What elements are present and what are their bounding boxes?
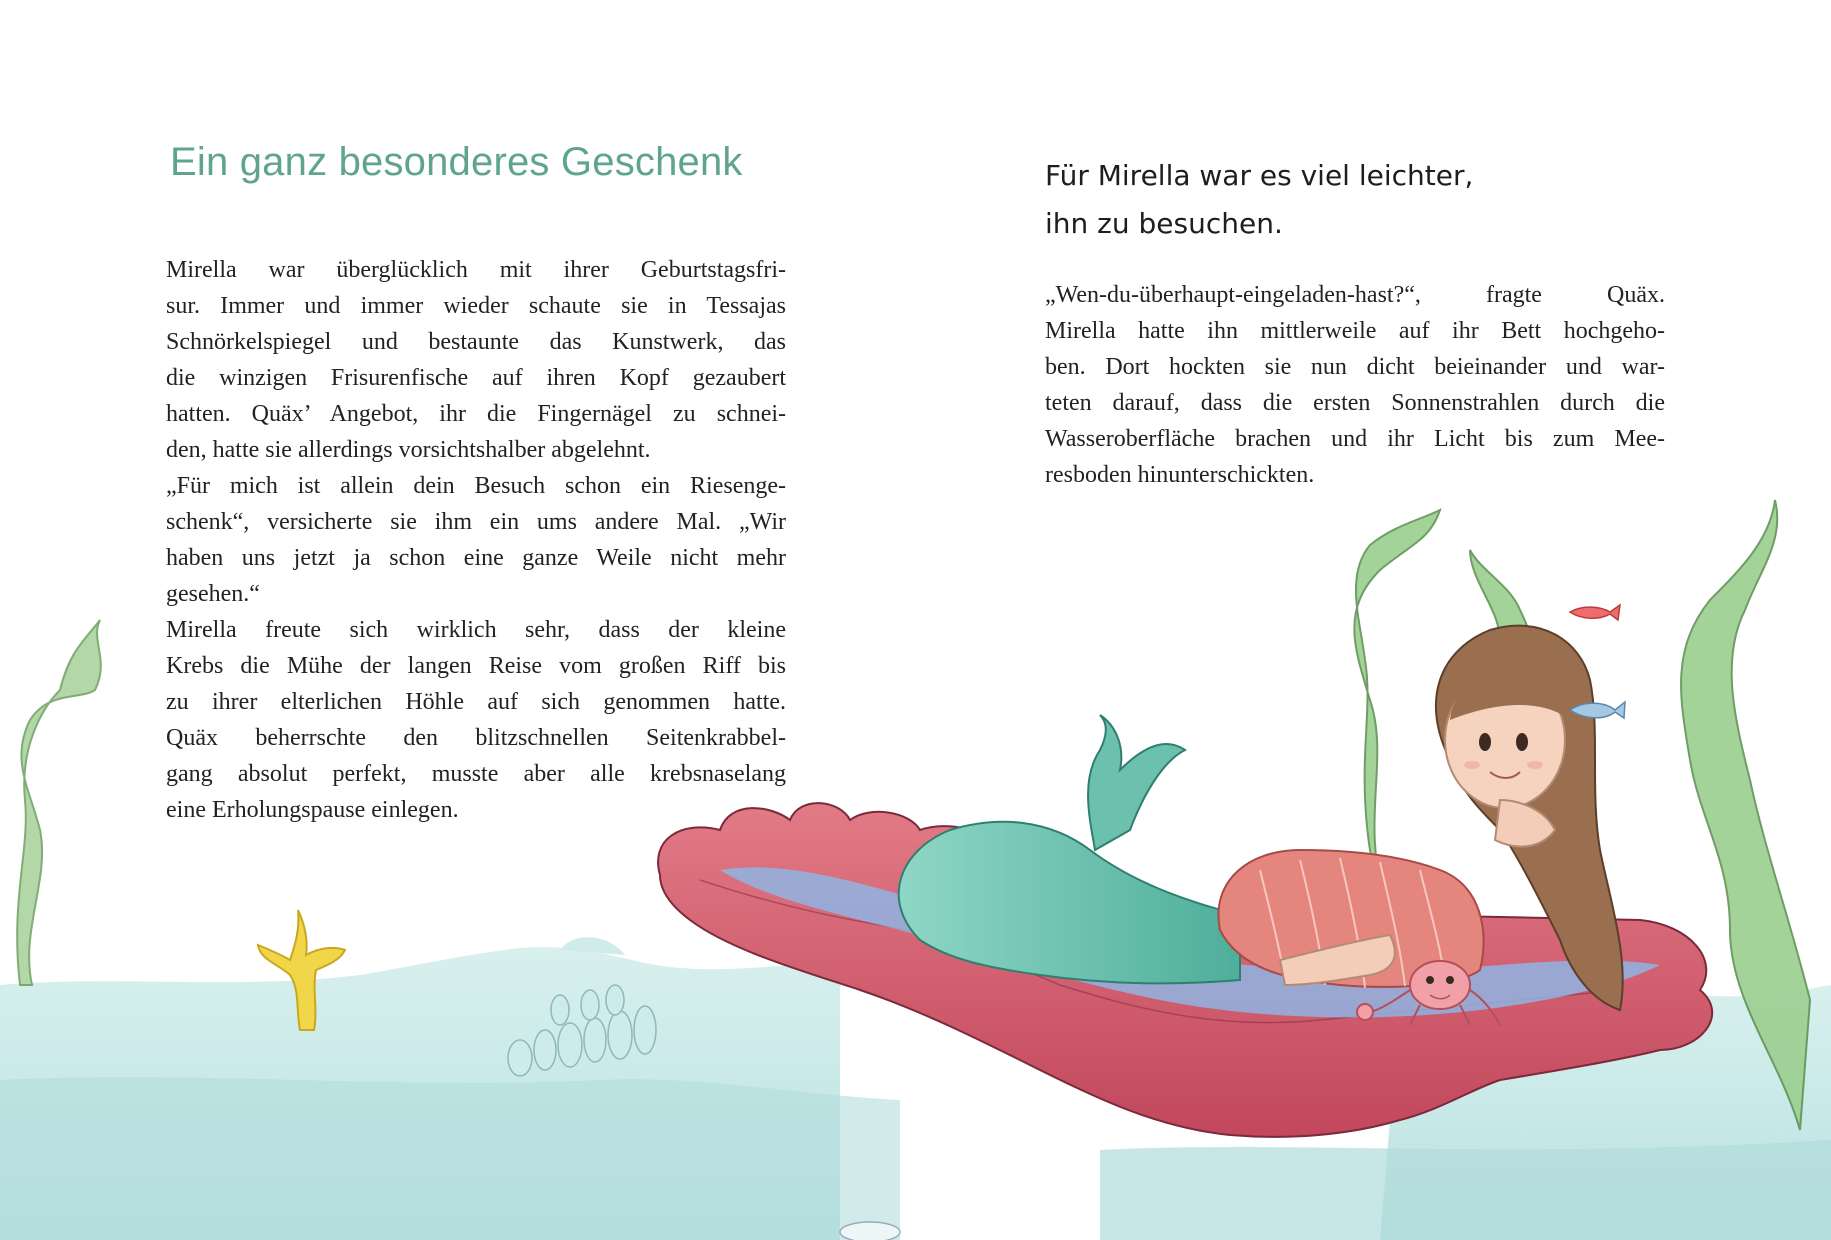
- text-line: „Für mich ist allein dein Besuch schon ein Riesenge-: [166, 473, 786, 499]
- seaweed-left: [17, 620, 101, 985]
- large-text-line: Für Mirella war es viel leichter,: [1045, 159, 1474, 192]
- text-line: resboden hinunterschickten.: [1045, 462, 1315, 488]
- large-intro-text: [1045, 152, 1473, 248]
- text-line: den, hatte sie allerdings vorsichtshalber abgelehnt.: [166, 437, 651, 463]
- pink-fish-icon: [1570, 605, 1620, 620]
- text-line: schenk“, versicherte sie ihm ein ums andere Mal. „Wir: [166, 509, 786, 535]
- mermaid-tail: [899, 715, 1240, 983]
- text-line: eine Erholungspause einlegen.: [166, 797, 459, 823]
- text-line: gesehen.“: [166, 581, 260, 607]
- right-body-text: [1045, 277, 1665, 493]
- text-line: hatten. Quäx’ Angebot, ihr die Fingernägel zu schnei-: [166, 401, 786, 427]
- text-line: ben. Dort hockten sie nun dicht beieinander und war-: [1045, 354, 1665, 380]
- text-line: die winzigen Frisurenfische auf ihren Kopf gezaubert: [166, 365, 786, 391]
- text-line: zu ihrer elterlichen Höhle auf sich genommen hatte.: [166, 689, 786, 715]
- left-body-text: [166, 252, 786, 828]
- text-line: teten darauf, dass die ersten Sonnenstrahlen durch die: [1045, 390, 1665, 416]
- text-line: sur. Immer und immer wieder schaute sie in Tessajas: [166, 293, 786, 319]
- text-line: Wasseroberfläche brachen und ihr Licht bis zum Mee-: [1045, 426, 1665, 452]
- text-line: Quäx beherrschte den blitzschnellen Seitenkrabbel-: [166, 725, 786, 751]
- text-line: Mirella hatte ihn mittlerweile auf ihr Bett hochgeho-: [1045, 318, 1665, 344]
- text-line: „Wen-du-überhaupt-eingeladen-hast?“, fragte Quäx.: [1045, 282, 1665, 308]
- text-line: Krebs die Mühe der langen Reise vom großen Riff bis: [166, 653, 786, 679]
- text-line: Mirella freute sich wirklich sehr, dass der kleine: [166, 617, 786, 643]
- chapter-title: Ein ganz besonderes Geschenk: [170, 140, 743, 184]
- large-text-line: ihn zu besuchen.: [1045, 207, 1283, 240]
- text-line: gang absolut perfekt, musste aber alle krebsnaselang: [166, 761, 786, 787]
- text-line: haben uns jetzt ja schon eine ganze Weile nicht mehr: [166, 545, 786, 571]
- text-line: Mirella war überglücklich mit ihrer Geburtstagsfri-: [166, 257, 786, 283]
- text-line: Schnörkelspiegel und bestaunte das Kunstwerk, das: [166, 329, 786, 355]
